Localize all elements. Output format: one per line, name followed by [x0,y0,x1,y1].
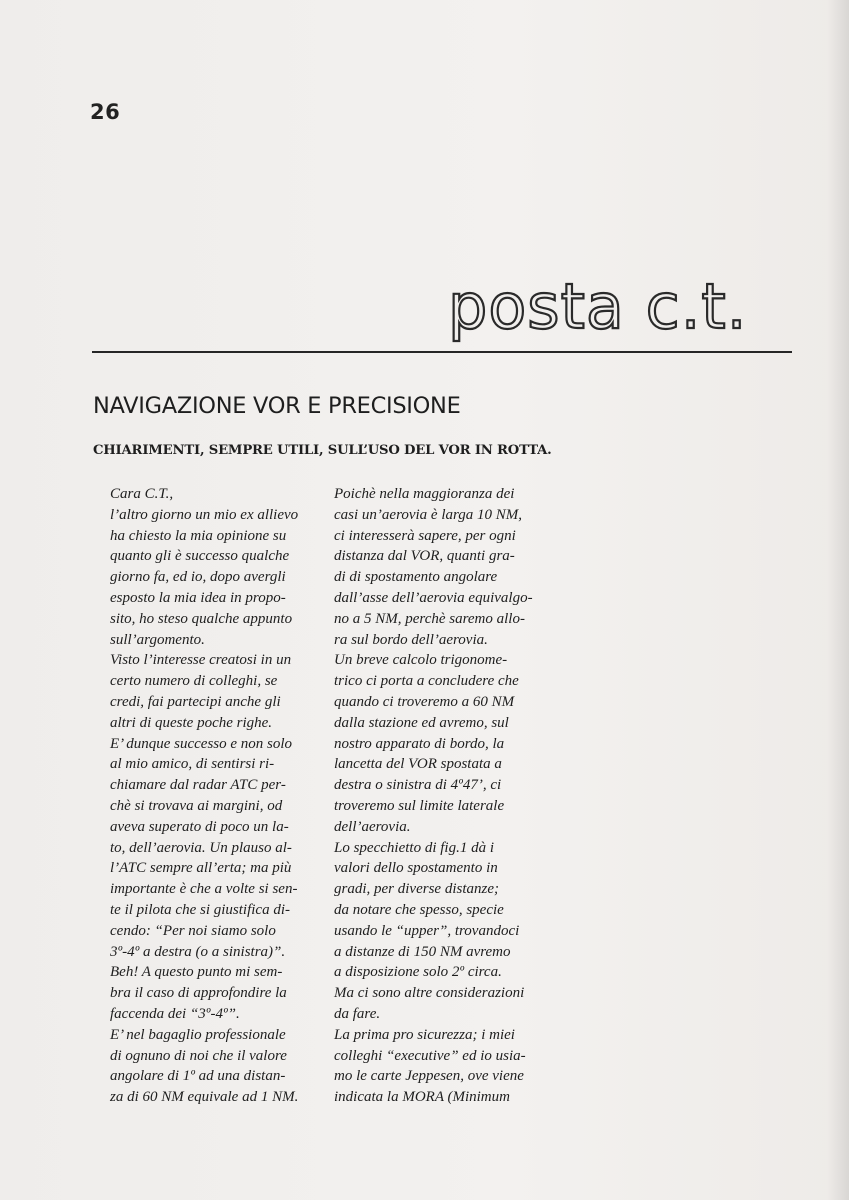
article-column-left [110,484,334,1108]
paragraph: Poichè nella maggioranza dei casi un’aerovia è larga 10 NM, ci interesserà sapere, per ogni distanza dal VOR, quanti gra- di di spostamento angolare dall’asse dell’aerovia equivalgo- no a 5 NM, perchè saremo allo- ra sul bordo dell’aerovia. [334,486,533,648]
paragraph: Cara C.T., l’altro giorno un mio ex allievo ha chiesto la mia opinione su quanto gli è successo qualche giorno fa, ed io, dopo avergli esposto la mia idea in propo- sito, ho steso qualche appunto sull’argomento. [110,486,299,648]
paragraph: Lo specchietto di fig.1 dà i valori dello spostamento in gradi, per diverse distanze; da notare che spesso, specie usando le “upper”, trovandoci a distanze di 150 NM avremo a disposizione solo 2º circa. [334,839,520,981]
article-column-right [334,484,552,1108]
article-subheadline: CHIARIMENTI, SEMPRE UTILI, SULL’USO DEL VOR IN ROTTA. [93,443,552,458]
paragraph: La prima pro sicurezza; i miei colleghi “executive” ed io usia- mo le carte Jeppesen, ove viene indicata la MORA (Minimum [334,1026,526,1106]
article-headline: NAVIGAZIONE VOR E PRECISIONE [93,393,461,419]
page-edge-shadow [827,0,849,1200]
paragraph: E’ nel bagaglio professionale di ognuno di noi che il valore angolare di 1º ad una distan- za di 60 NM equivale ad 1 NM. [110,1026,299,1106]
paragraph: Ma ci sono altre considerazioni da fare. [334,985,525,1022]
paragraph: Un breve calcolo trigonome- trico ci porta a concludere che quando ci troveremo a 60 NM dalla stazione ed avremo, sul nostro apparato di bordo, la lancetta del VOR spostata a destra o sinistra di 4º47’, ci troveremo sul limite laterale dell’aerovia. [334,652,519,835]
page-number: 26 [90,100,121,124]
section-divider [92,351,792,353]
section-title: posta c.t. [448,270,748,343]
paragraph: E’ dunque successo e non solo al mio amico, di sentirsi ri- chiamare dal radar ATC per- chè si trovava ai margini, od aveva superato di poco un la- to, dell’aerovia. Un plauso al- l’ATC sempre all’erta; ma più importante è che a volte si sen- te il pilota che si giustifica di- cendo: “Per noi siamo solo 3º-4º a destra (o a sinistra)”. Beh! A questo punto mi sem- bra il caso di approfondire la faccenda dei “3º-4º”. [110,735,298,1022]
paragraph: Visto l’interesse creatosi in un certo numero di colleghi, se credi, fai partecipi anche gli altri di queste poche righe. [110,652,292,731]
